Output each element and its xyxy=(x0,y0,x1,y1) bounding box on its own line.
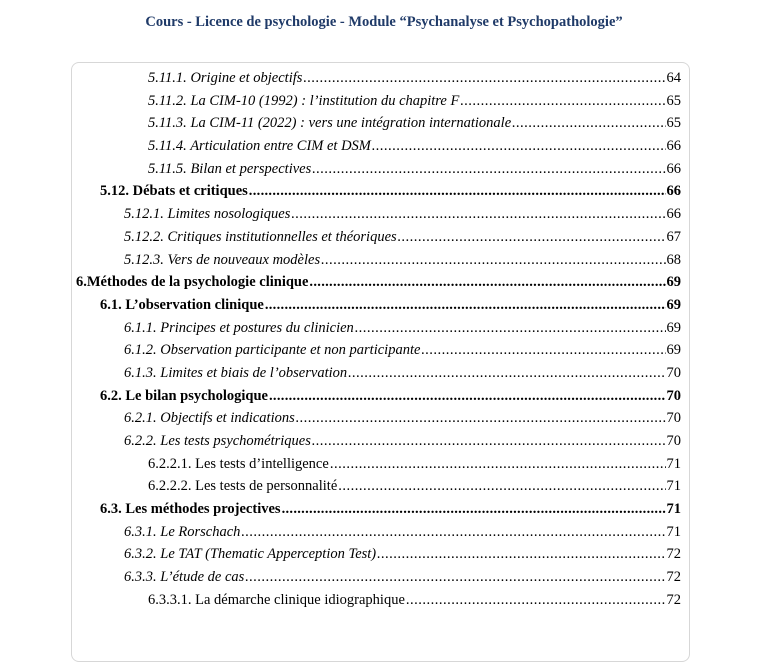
dot-leader xyxy=(249,183,666,200)
toc-entry-page: 66 xyxy=(666,160,681,177)
toc-entry[interactable] xyxy=(148,161,681,184)
toc-entry-number: 6.1.1. xyxy=(124,319,157,336)
toc-entry-page: 65 xyxy=(666,115,681,132)
toc-entry[interactable] xyxy=(124,252,681,275)
toc-entry-label: La démarche clinique idiographique xyxy=(195,591,405,608)
toc-entry-label: Les tests de personnalité xyxy=(195,478,338,495)
toc-entry-title xyxy=(124,569,244,586)
toc-entry-label: Articulation entre CIM et DSM xyxy=(190,138,371,155)
toc-entry[interactable] xyxy=(76,274,681,297)
toc-entry-label: Vers de nouveaux modèles xyxy=(167,251,321,268)
toc-entry-page: 70 xyxy=(666,410,681,427)
toc-entry-page: 69 xyxy=(666,274,681,291)
toc-entry[interactable] xyxy=(124,320,681,343)
toc-entry-page: 70 xyxy=(666,364,681,381)
toc-entry-page: 70 xyxy=(666,387,681,404)
toc-entry-number: 6.3.1. xyxy=(124,523,157,540)
toc-entry-page: 67 xyxy=(666,228,681,245)
toc-entry-page: 71 xyxy=(666,501,681,518)
toc-entry-number: 6.2.2. xyxy=(124,433,157,449)
toc-entry[interactable] xyxy=(148,93,681,116)
toc-entry-title xyxy=(148,478,337,495)
document-header: Cours - Licence de psychologie - Module “Psychanalyse et Psychopathologie” xyxy=(145,14,623,30)
toc-entry[interactable] xyxy=(148,138,681,161)
toc-entry[interactable] xyxy=(124,433,681,456)
toc-entry-title xyxy=(124,365,347,382)
toc-entry[interactable] xyxy=(100,388,681,411)
toc-entry-title xyxy=(124,524,240,541)
toc-entry-page: 66 xyxy=(666,206,681,223)
toc-entry-number: 6.3.3. xyxy=(124,569,157,586)
toc-entry-label: Le TAT (Thematic Apperception Test) xyxy=(160,546,377,563)
toc-entry-label: Méthodes de la psychologie clinique xyxy=(86,274,309,291)
toc-entry-label: Observation participante et non participante xyxy=(160,342,421,359)
toc-entry-label: La CIM-10 (1992) : l’institution du chapitre F xyxy=(190,92,460,109)
toc-entry-title xyxy=(100,297,264,314)
dot-leader xyxy=(241,524,665,541)
toc-entry[interactable] xyxy=(124,569,681,592)
toc-entry-number: 6.2.1. xyxy=(124,410,157,427)
toc-entry-title xyxy=(76,274,308,291)
toc-entry-page: 64 xyxy=(666,70,681,86)
toc-entry-number: 5.11.3. xyxy=(148,115,187,132)
dot-leader xyxy=(265,297,666,314)
toc-entry-number: 5.11.2. xyxy=(148,92,187,109)
toc-entry-page: 71 xyxy=(666,478,681,495)
toc-entry-title xyxy=(100,388,268,405)
toc-entry-label: L’étude de cas xyxy=(160,569,245,586)
dot-leader xyxy=(372,138,666,155)
dot-leader xyxy=(338,478,665,495)
toc-entry-title xyxy=(124,342,420,359)
dot-leader xyxy=(291,206,665,223)
toc-entry[interactable] xyxy=(148,478,681,501)
dot-leader xyxy=(303,70,665,87)
toc-entry[interactable] xyxy=(100,183,681,206)
toc-entry-title xyxy=(124,252,320,269)
dot-leader xyxy=(321,252,665,269)
toc-entry-title xyxy=(148,138,371,155)
toc-entry-label: La CIM-11 (2022) : vers une intégration internationale xyxy=(190,115,512,132)
toc-entry-number: 5.11.5. xyxy=(148,160,187,177)
toc-entry[interactable] xyxy=(100,501,681,524)
toc-entry-page: 70 xyxy=(666,433,681,449)
toc-entry-page: 66 xyxy=(666,183,681,200)
toc-entry-label: Objectifs et indications xyxy=(160,410,295,427)
dot-leader xyxy=(355,320,666,337)
toc-entry-title xyxy=(124,433,311,450)
toc-entry-label: Les méthodes projectives xyxy=(125,501,281,518)
toc-entry[interactable] xyxy=(124,410,681,433)
toc-entry-page: 69 xyxy=(666,342,681,359)
dot-leader xyxy=(282,501,666,518)
toc-entry-title xyxy=(124,410,295,427)
toc-entry[interactable] xyxy=(124,546,681,569)
table-of-contents xyxy=(0,70,768,615)
toc-entry[interactable] xyxy=(148,592,681,615)
toc-entry[interactable] xyxy=(124,342,681,365)
toc-entry-number: 5.12.1. xyxy=(124,206,164,223)
toc-entry-number: 6.2. xyxy=(100,387,122,404)
toc-entry-title xyxy=(100,501,281,518)
toc-entry[interactable] xyxy=(124,524,681,547)
toc-entry-page: 68 xyxy=(666,251,681,268)
toc-entry-number: 6.3. xyxy=(100,501,122,518)
toc-entry-label: Le bilan psychologique xyxy=(125,387,268,404)
toc-entry-title xyxy=(148,592,405,609)
toc-entry-label: Limites et biais de l’observation xyxy=(160,364,348,381)
toc-entry[interactable] xyxy=(124,206,681,229)
dot-leader xyxy=(309,274,665,291)
toc-entry-page: 72 xyxy=(666,591,681,608)
toc-entry-page: 71 xyxy=(666,523,681,540)
dot-leader xyxy=(296,410,666,427)
dot-leader xyxy=(312,433,666,450)
toc-entry-number: 6.3.3.1. xyxy=(148,591,192,608)
toc-entry-page: 65 xyxy=(666,92,681,109)
toc-entry[interactable] xyxy=(148,115,681,138)
toc-entry-number: 6.1. xyxy=(100,296,122,313)
toc-entry-title xyxy=(100,183,248,200)
toc-entry-title xyxy=(148,161,311,178)
toc-entry-label: L’observation clinique xyxy=(125,296,264,313)
dot-leader xyxy=(269,388,666,405)
toc-entry-page: 72 xyxy=(666,546,681,563)
toc-entry[interactable] xyxy=(148,70,681,93)
toc-entry-number: 5.11.1. xyxy=(148,70,187,86)
toc-entry-number: 5.11.4. xyxy=(148,138,187,155)
toc-entry-title xyxy=(124,320,354,337)
toc-entry-number: 5.12.3. xyxy=(124,251,164,268)
toc-entry-label: Débats et critiques xyxy=(132,183,248,200)
toc-entry-page: 71 xyxy=(666,455,681,472)
dot-leader xyxy=(377,546,665,563)
toc-entry-title xyxy=(124,206,290,223)
dot-leader xyxy=(245,569,665,586)
toc-entry-label: Principes et postures du clinicien xyxy=(160,319,354,336)
toc-entry-number: 6.1.2. xyxy=(124,342,157,359)
toc-entry-title xyxy=(124,546,376,563)
toc-entry-page: 69 xyxy=(666,319,681,336)
toc-entry-label: Critiques institutionnelles et théoriques xyxy=(167,228,397,245)
toc-entry-label: Origine et objectifs xyxy=(190,70,303,86)
dot-leader xyxy=(421,342,665,359)
toc-entry-title xyxy=(148,70,302,87)
toc-entry-page: 69 xyxy=(666,296,681,313)
dot-leader xyxy=(512,115,665,132)
toc-entry-number: 5.12.2. xyxy=(124,228,164,245)
toc-entry[interactable] xyxy=(124,365,681,388)
toc-entry-label: Les tests psychométriques xyxy=(160,433,311,449)
toc-entry-label: Les tests d’intelligence xyxy=(195,455,329,472)
toc-entry[interactable] xyxy=(100,297,681,320)
dot-leader xyxy=(460,93,665,110)
dot-leader xyxy=(398,229,666,246)
dot-leader xyxy=(406,592,666,609)
toc-entry-title xyxy=(124,229,397,246)
toc-entry-title xyxy=(148,456,329,473)
toc-entry-page: 72 xyxy=(666,569,681,586)
toc-entry-label: Le Rorschach xyxy=(160,523,241,540)
toc-entry-title xyxy=(148,115,511,132)
toc-entry-label: Bilan et perspectives xyxy=(190,160,312,177)
toc-entry-number: 5.12. xyxy=(100,183,129,200)
dot-leader xyxy=(348,365,665,382)
dot-leader xyxy=(330,456,666,473)
toc-entry-number: 6.2.2.1. xyxy=(148,455,192,472)
toc-entry-number: 6. xyxy=(76,274,87,291)
toc-entry[interactable] xyxy=(148,456,681,479)
toc-entry-number: 6.3.2. xyxy=(124,546,157,563)
toc-entry-page: 66 xyxy=(666,138,681,155)
toc-entry-number: 6.2.2.2. xyxy=(148,478,192,495)
toc-entry-number: 6.1.3. xyxy=(124,364,157,381)
toc-entry-title xyxy=(148,93,459,110)
toc-entry[interactable] xyxy=(124,229,681,252)
dot-leader xyxy=(312,161,665,178)
toc-entry-label: Limites nosologiques xyxy=(167,206,291,223)
